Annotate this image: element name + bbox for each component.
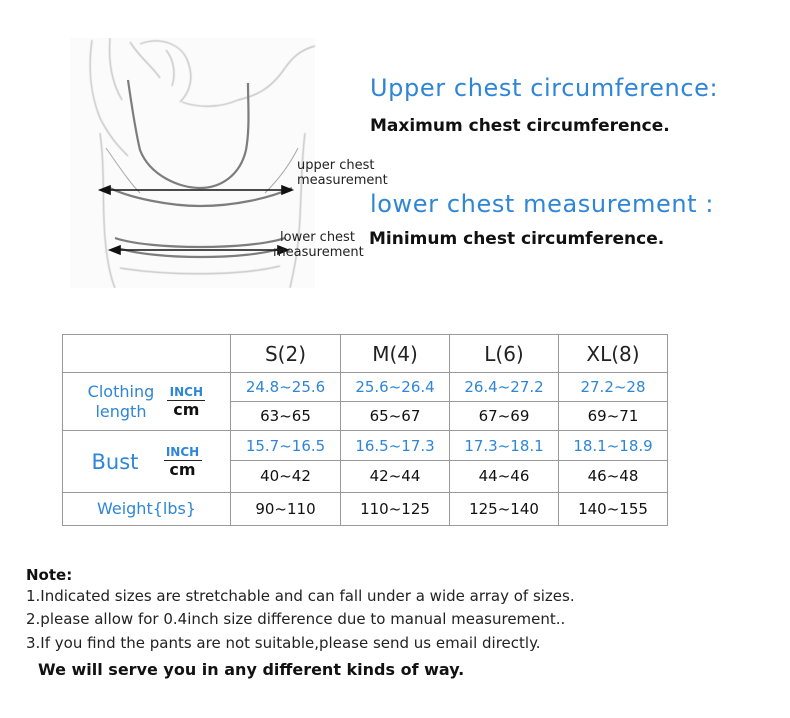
lower-chest-label	[273, 230, 364, 260]
size-header-xl: XL(8)	[559, 335, 668, 373]
bust-cm-l: 44~46	[450, 460, 559, 492]
bust-inch-l: 17.3~18.1	[450, 431, 559, 460]
note-title: Note:	[26, 566, 73, 584]
bust-label-cell	[63, 431, 231, 492]
clothing-length-cm-xl: 69~71	[559, 402, 668, 431]
bust-label: Bust	[91, 449, 139, 474]
size-header-l: L(6)	[450, 335, 559, 373]
weight-l: 125~140	[450, 492, 559, 525]
header-empty-cell	[63, 335, 231, 373]
clothing-length-inch-l: 26.4~27.2	[450, 373, 559, 402]
unit-inch-label-bust: INCH	[164, 445, 202, 461]
weight-label: Weight{lbs}	[63, 492, 231, 525]
lower-chest-label-line2: measurement	[273, 245, 364, 260]
bust-inch-xl: 18.1~18.9	[559, 431, 668, 460]
bust-cm-m: 42~44	[341, 460, 450, 492]
unit-inch-cm	[167, 385, 205, 419]
upper-chest-label-line1: upper chest	[297, 158, 375, 173]
bust-cm-s: 40~42	[231, 460, 341, 492]
clothing-length-inch-s: 24.8~25.6	[231, 373, 341, 402]
clothing-length-inch-m: 25.6~26.4	[341, 373, 450, 402]
clothing-length-label-line1: Clothing	[87, 381, 155, 401]
clothing-length-inch-xl: 27.2~28	[559, 373, 668, 402]
note-item-1: 1.Indicated sizes are stretchable and can fall under a wide array of sizes.	[26, 587, 575, 605]
lower-chest-heading: lower chest measurement :	[370, 190, 715, 218]
unit-cm-label-bust: cm	[169, 459, 196, 479]
upper-chest-description: Maximum chest circumference.	[370, 116, 670, 136]
lower-chest-label-line1: lower chest	[280, 230, 355, 245]
unit-inch-cm-bust	[164, 445, 202, 479]
note-item-3: 3.If you find the pants are not suitable,please send us email directly.	[26, 634, 541, 652]
unit-cm-label: cm	[173, 399, 200, 419]
clothing-length-label-cell	[63, 373, 231, 431]
weight-xl: 140~155	[559, 492, 668, 525]
upper-chest-label	[297, 158, 388, 188]
clothing-length-cm-l: 67~69	[450, 402, 559, 431]
clothing-length-label-line2: length	[95, 401, 147, 421]
note-item-2: 2.please allow for 0.4inch size difference due to manual measurement..	[26, 610, 566, 628]
size-header-m: M(4)	[341, 335, 450, 373]
weight-row	[63, 492, 668, 525]
size-header-row	[63, 335, 668, 373]
lower-chest-description: Minimum chest circumference.	[369, 229, 665, 249]
upper-chest-label-line2: measurement	[297, 173, 388, 188]
size-header-s: S(2)	[231, 335, 341, 373]
bust-inch-row	[63, 431, 668, 460]
weight-s: 90~110	[231, 492, 341, 525]
bust-inch-s: 15.7~16.5	[231, 431, 341, 460]
size-chart-table	[62, 334, 668, 526]
bust-cm-xl: 46~48	[559, 460, 668, 492]
unit-inch-label: INCH	[167, 385, 205, 401]
upper-chest-heading: Upper chest circumference:	[370, 74, 719, 102]
closing-statement: We will serve you in any different kinds of way.	[38, 660, 465, 679]
clothing-length-cm-s: 63~65	[231, 402, 341, 431]
bust-inch-m: 16.5~17.3	[341, 431, 450, 460]
weight-m: 110~125	[341, 492, 450, 525]
clothing-length-cm-m: 65~67	[341, 402, 450, 431]
clothing-length-inch-row	[63, 373, 668, 402]
